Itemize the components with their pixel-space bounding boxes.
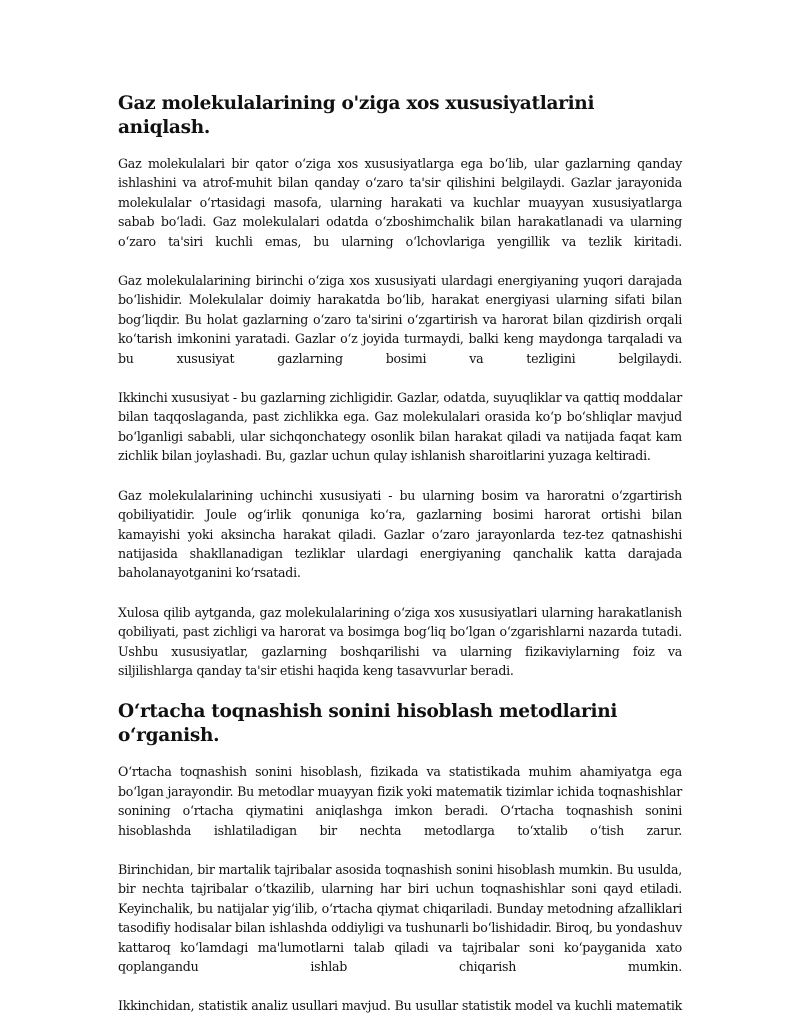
- paragraph: Ikkinchidan, statistik analiz usullari mavjud. Bu usullar statistik model va kuchli matematik: [118, 998, 682, 1014]
- section-heading-gas-properties: Gaz molekulalarining o'ziga xos xususiyatlarini aniqlash.: [118, 93, 595, 138]
- paragraph: Ikkinchi xususiyat - bu gazlarning zichligidir. Gazlar, odatda, suyuqliklar va qattiq moddalar bilan taqqoslaganda, past zichlikka ega. Gaz molekulalari orasida ko‘p bo‘shliqlar mavjud bo‘lganligi sababli, ular sichqonchategy osonlik bilan harakat qiladi va natijada faqat kam zichlik bilan joylashadi. Bu, gazlar uchun qulay ishlanish sharoitlarini yuzaga keltiradi.: [118, 390, 682, 464]
- paragraph: O‘rtacha toqnashish sonini hisoblash, fizikada va statistikada muhim ahamiyatga ega bo‘lgan jarayondir. Bu metodlar muayyan fizik yoki matematik tizimlar ichida toqnashishlar sonining o‘rtacha qiymatini aniqlashga imkon beradi. O‘rtacha toqnashish sonini hisoblashda ishlatiladigan bir nechta metodlarga to‘xtalib o‘tish zarur.: [118, 764, 682, 838]
- paragraph: Gaz molekulalarining birinchi o‘ziga xos xususiyati ulardagi energiyaning yuqori darajada bo‘lishidir. Molekulalar doimiy harakatda bo‘lib, harakat energiyasi ularning sifati bilan bog‘liqdir. Bu holat gazlarning o‘zaro ta'sirini o‘zgartirish va harorat bilan qizdirish orqali ko‘tarish imkonini yaratadi. Gazlar o‘z joyida turmaydi, balki keng maydonga tarqaladi va bu xususiyat gazlarning bosimi va tezligini belgilaydi.: [118, 273, 682, 366]
- paragraph: Gaz molekulalari bir qator o‘ziga xos xususiyatlarga ega bo‘lib, ular gazlarning qanday ishlashini va atrof-muhit bilan qanday o‘zaro ta'sir qilishini belgilaydi. Gazlar jarayonida molekulalar o‘rtasidagi masofa, ularning harakati va kuchlar muayyan xususiyatlarga sabab bo‘ladi. Gaz molekulalari odatda o‘zboshimchalik bilan harakatlanadi va ularning o‘zaro ta'siri kuchli emas, bu ularning o‘lchovlariga yengillik va tezlik kiritadi.: [118, 156, 682, 249]
- section-heading-collision-methods: O‘rtacha toqnashish sonini hisoblash metodlarini o‘rganish.: [118, 701, 618, 747]
- paragraph: Gaz molekulalarining uchinchi xususiyati - bu ularning bosim va haroratni o‘zgartirish qobiliyatidir. Joule og‘irlik qonuniga ko‘ra, gazlarning bosimi harorat ortishi bilan kamayishi yoki aksincha harakat qiladi. Gazlar o‘zaro jarayonlarda tez-tez qatnashishi natijasida shakllanadigan tezliklar ulardagi energiyaning qanchalik katta darajada baholanayotganini ko‘rsatadi.: [118, 487, 682, 581]
- paragraph: Xulosa qilib aytganda, gaz molekulalarining o‘ziga xos xususiyatlari ularning harakatlanish qobiliyati, past zichligi va harorat va bosimga bog‘liq bo‘lgan o‘zgarishlarni nazarda tutadi. Ushbu xususiyatlar, gazlarning boshqarilishi va ularning fizikaviylarning foiz va siljilishlarga qanday ta'sir etishi haqida keng tasavvurlar beradi.: [118, 604, 682, 678]
- paragraph: Birinchidan, bir martalik tajribalar asosida toqnashish sonini hisoblash mumkin. Bu usulda, bir nechta tajribalar o‘tkazilib, ularning har biri uchun toqnashishlar soni qayd etiladi. Keyinchalik, bu natijalar yig‘ilib, o‘rtacha qiymat chiqariladi. Bunday metodning afzalliklari tasodifiy hodisalar bilan ishlashda oddiyligi va tushunarli bo‘lishidadir. Biroq, bu yondashuv kattaroq ko‘lamdagi ma'lumotlarni talab qiladi va tajribalar soni ko‘payganida xato qoplangandu ishlab chiqarish mumkin.: [118, 861, 682, 974]
